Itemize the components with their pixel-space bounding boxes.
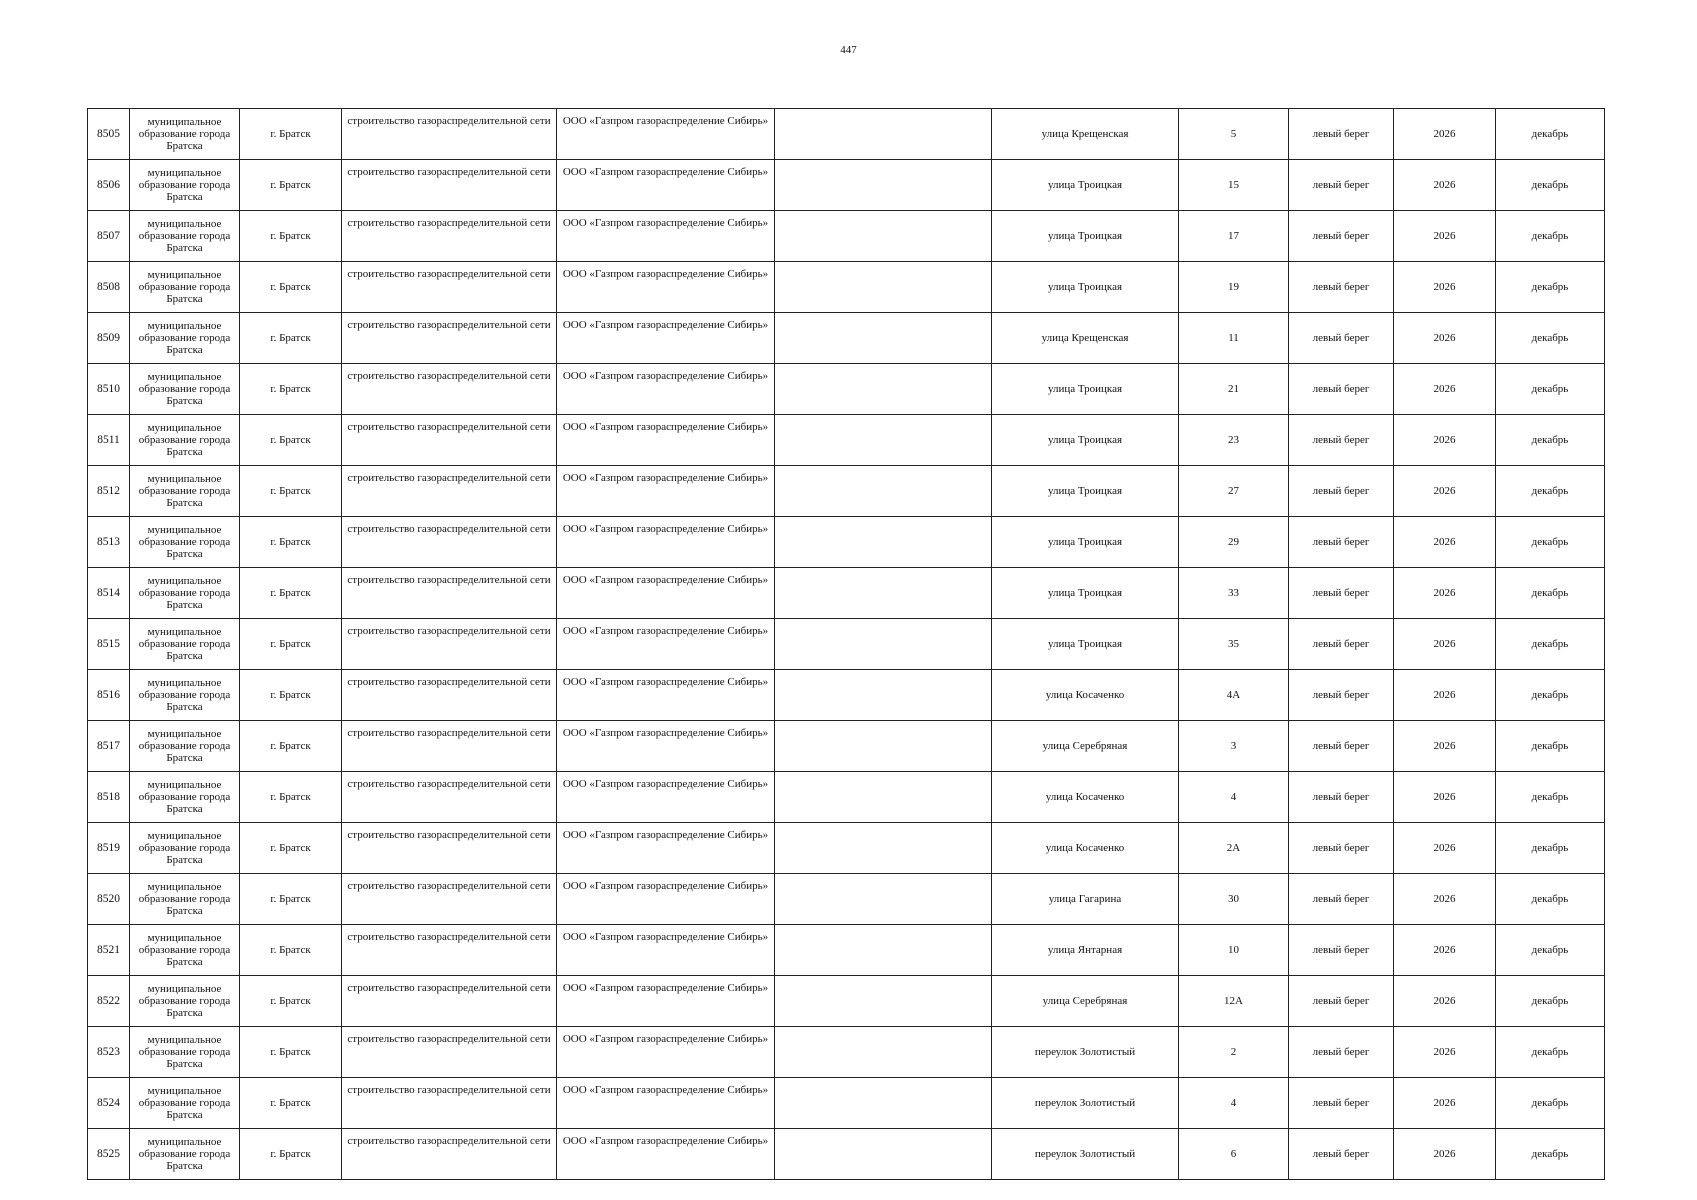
year-cell: 2026 <box>1394 415 1496 466</box>
house-number-cell: 23 <box>1179 415 1289 466</box>
row-number-cell: 8507 <box>88 211 130 262</box>
empty-cell <box>775 1078 992 1129</box>
work-type-cell: строительство газораспределительной сети <box>342 772 557 823</box>
organization-cell: ООО «Газпром газораспределение Сибирь» <box>557 1027 775 1078</box>
street-cell: улица Косаченко <box>992 772 1179 823</box>
street-cell: улица Троицкая <box>992 568 1179 619</box>
house-number-cell: 4 <box>1179 772 1289 823</box>
work-type-cell: строительство газораспределительной сети <box>342 925 557 976</box>
street-cell: улица Троицкая <box>992 466 1179 517</box>
month-cell: декабрь <box>1496 976 1605 1027</box>
municipality-cell: муниципальное образование города Братска <box>130 619 240 670</box>
house-number-cell: 21 <box>1179 364 1289 415</box>
table-row <box>88 466 1605 517</box>
row-number-cell: 8522 <box>88 976 130 1027</box>
row-number-cell: 8509 <box>88 313 130 364</box>
river-bank-cell: левый берег <box>1289 517 1394 568</box>
city-cell: г. Братск <box>240 619 342 670</box>
year-cell: 2026 <box>1394 1129 1496 1180</box>
table-row <box>88 1027 1605 1078</box>
table-row <box>88 211 1605 262</box>
row-number-cell: 8520 <box>88 874 130 925</box>
street-cell: улица Троицкая <box>992 619 1179 670</box>
city-cell: г. Братск <box>240 1078 342 1129</box>
table-row <box>88 976 1605 1027</box>
street-cell: улица Троицкая <box>992 160 1179 211</box>
municipality-cell: муниципальное образование города Братска <box>130 874 240 925</box>
page-number: 447 <box>840 44 857 56</box>
street-cell: переулок Золотистый <box>992 1027 1179 1078</box>
table-body <box>88 109 1605 1180</box>
city-cell: г. Братск <box>240 262 342 313</box>
gasification-table <box>87 108 1605 1180</box>
work-type-cell: строительство газораспределительной сети <box>342 160 557 211</box>
month-cell: декабрь <box>1496 874 1605 925</box>
house-number-cell: 33 <box>1179 568 1289 619</box>
house-number-cell: 2А <box>1179 823 1289 874</box>
municipality-cell: муниципальное образование города Братска <box>130 1027 240 1078</box>
table-row <box>88 160 1605 211</box>
river-bank-cell: левый берег <box>1289 1129 1394 1180</box>
organization-cell: ООО «Газпром газораспределение Сибирь» <box>557 1129 775 1180</box>
month-cell: декабрь <box>1496 823 1605 874</box>
house-number-cell: 17 <box>1179 211 1289 262</box>
municipality-cell: муниципальное образование города Братска <box>130 517 240 568</box>
empty-cell <box>775 517 992 568</box>
month-cell: декабрь <box>1496 415 1605 466</box>
river-bank-cell: левый берег <box>1289 568 1394 619</box>
year-cell: 2026 <box>1394 772 1496 823</box>
table-row <box>88 925 1605 976</box>
row-number-cell: 8519 <box>88 823 130 874</box>
organization-cell: ООО «Газпром газораспределение Сибирь» <box>557 211 775 262</box>
municipality-cell: муниципальное образование города Братска <box>130 313 240 364</box>
work-type-cell: строительство газораспределительной сети <box>342 517 557 568</box>
month-cell: декабрь <box>1496 466 1605 517</box>
organization-cell: ООО «Газпром газораспределение Сибирь» <box>557 568 775 619</box>
row-number-cell: 8513 <box>88 517 130 568</box>
street-cell: улица Серебряная <box>992 976 1179 1027</box>
month-cell: декабрь <box>1496 517 1605 568</box>
house-number-cell: 10 <box>1179 925 1289 976</box>
table-row <box>88 415 1605 466</box>
year-cell: 2026 <box>1394 262 1496 313</box>
municipality-cell: муниципальное образование города Братска <box>130 670 240 721</box>
municipality-cell: муниципальное образование города Братска <box>130 925 240 976</box>
empty-cell <box>775 1129 992 1180</box>
table-row <box>88 364 1605 415</box>
municipality-cell: муниципальное образование города Братска <box>130 160 240 211</box>
street-cell: улица Троицкая <box>992 415 1179 466</box>
organization-cell: ООО «Газпром газораспределение Сибирь» <box>557 517 775 568</box>
row-number-cell: 8506 <box>88 160 130 211</box>
work-type-cell: строительство газораспределительной сети <box>342 1129 557 1180</box>
organization-cell: ООО «Газпром газораспределение Сибирь» <box>557 772 775 823</box>
river-bank-cell: левый берег <box>1289 1078 1394 1129</box>
street-cell: улица Троицкая <box>992 364 1179 415</box>
year-cell: 2026 <box>1394 109 1496 160</box>
year-cell: 2026 <box>1394 619 1496 670</box>
municipality-cell: муниципальное образование города Братска <box>130 466 240 517</box>
work-type-cell: строительство газораспределительной сети <box>342 415 557 466</box>
month-cell: декабрь <box>1496 568 1605 619</box>
empty-cell <box>775 109 992 160</box>
street-cell: переулок Золотистый <box>992 1078 1179 1129</box>
empty-cell <box>775 1027 992 1078</box>
empty-cell <box>775 415 992 466</box>
row-number-cell: 8523 <box>88 1027 130 1078</box>
river-bank-cell: левый берег <box>1289 160 1394 211</box>
table-row <box>88 874 1605 925</box>
table-row <box>88 1078 1605 1129</box>
house-number-cell: 29 <box>1179 517 1289 568</box>
organization-cell: ООО «Газпром газораспределение Сибирь» <box>557 619 775 670</box>
row-number-cell: 8505 <box>88 109 130 160</box>
work-type-cell: строительство газораспределительной сети <box>342 211 557 262</box>
city-cell: г. Братск <box>240 925 342 976</box>
organization-cell: ООО «Газпром газораспределение Сибирь» <box>557 415 775 466</box>
city-cell: г. Братск <box>240 364 342 415</box>
table-row <box>88 823 1605 874</box>
work-type-cell: строительство газораспределительной сети <box>342 976 557 1027</box>
month-cell: декабрь <box>1496 772 1605 823</box>
empty-cell <box>775 313 992 364</box>
house-number-cell: 5 <box>1179 109 1289 160</box>
house-number-cell: 27 <box>1179 466 1289 517</box>
year-cell: 2026 <box>1394 364 1496 415</box>
city-cell: г. Братск <box>240 160 342 211</box>
empty-cell <box>775 568 992 619</box>
city-cell: г. Братск <box>240 466 342 517</box>
year-cell: 2026 <box>1394 874 1496 925</box>
row-number-cell: 8518 <box>88 772 130 823</box>
work-type-cell: строительство газораспределительной сети <box>342 670 557 721</box>
city-cell: г. Братск <box>240 1129 342 1180</box>
river-bank-cell: левый берег <box>1289 721 1394 772</box>
street-cell: улица Троицкая <box>992 517 1179 568</box>
house-number-cell: 12А <box>1179 976 1289 1027</box>
organization-cell: ООО «Газпром газораспределение Сибирь» <box>557 313 775 364</box>
year-cell: 2026 <box>1394 517 1496 568</box>
row-number-cell: 8510 <box>88 364 130 415</box>
organization-cell: ООО «Газпром газораспределение Сибирь» <box>557 466 775 517</box>
work-type-cell: строительство газораспределительной сети <box>342 619 557 670</box>
street-cell: улица Косаченко <box>992 823 1179 874</box>
house-number-cell: 4 <box>1179 1078 1289 1129</box>
work-type-cell: строительство газораспределительной сети <box>342 466 557 517</box>
table-row <box>88 262 1605 313</box>
house-number-cell: 30 <box>1179 874 1289 925</box>
river-bank-cell: левый берег <box>1289 262 1394 313</box>
organization-cell: ООО «Газпром газораспределение Сибирь» <box>557 1078 775 1129</box>
street-cell: улица Троицкая <box>992 262 1179 313</box>
work-type-cell: строительство газораспределительной сети <box>342 721 557 772</box>
street-cell: улица Гагарина <box>992 874 1179 925</box>
month-cell: декабрь <box>1496 211 1605 262</box>
month-cell: декабрь <box>1496 313 1605 364</box>
municipality-cell: муниципальное образование города Братска <box>130 1129 240 1180</box>
year-cell: 2026 <box>1394 568 1496 619</box>
row-number-cell: 8508 <box>88 262 130 313</box>
year-cell: 2026 <box>1394 721 1496 772</box>
river-bank-cell: левый берег <box>1289 670 1394 721</box>
table-row <box>88 517 1605 568</box>
municipality-cell: муниципальное образование города Братска <box>130 1078 240 1129</box>
municipality-cell: муниципальное образование города Братска <box>130 772 240 823</box>
row-number-cell: 8514 <box>88 568 130 619</box>
house-number-cell: 11 <box>1179 313 1289 364</box>
month-cell: декабрь <box>1496 364 1605 415</box>
table-row <box>88 1129 1605 1180</box>
municipality-cell: муниципальное образование города Братска <box>130 364 240 415</box>
month-cell: декабрь <box>1496 619 1605 670</box>
work-type-cell: строительство газораспределительной сети <box>342 1027 557 1078</box>
table-row <box>88 772 1605 823</box>
river-bank-cell: левый берег <box>1289 364 1394 415</box>
municipality-cell: муниципальное образование города Братска <box>130 109 240 160</box>
house-number-cell: 19 <box>1179 262 1289 313</box>
organization-cell: ООО «Газпром газораспределение Сибирь» <box>557 925 775 976</box>
organization-cell: ООО «Газпром газораспределение Сибирь» <box>557 670 775 721</box>
empty-cell <box>775 976 992 1027</box>
empty-cell <box>775 670 992 721</box>
organization-cell: ООО «Газпром газораспределение Сибирь» <box>557 976 775 1027</box>
year-cell: 2026 <box>1394 670 1496 721</box>
house-number-cell: 6 <box>1179 1129 1289 1180</box>
year-cell: 2026 <box>1394 160 1496 211</box>
river-bank-cell: левый берег <box>1289 466 1394 517</box>
house-number-cell: 2 <box>1179 1027 1289 1078</box>
city-cell: г. Братск <box>240 823 342 874</box>
city-cell: г. Братск <box>240 517 342 568</box>
month-cell: декабрь <box>1496 925 1605 976</box>
empty-cell <box>775 619 992 670</box>
empty-cell <box>775 211 992 262</box>
year-cell: 2026 <box>1394 466 1496 517</box>
river-bank-cell: левый берег <box>1289 1027 1394 1078</box>
street-cell: улица Крещенская <box>992 109 1179 160</box>
organization-cell: ООО «Газпром газораспределение Сибирь» <box>557 109 775 160</box>
table-row <box>88 109 1605 160</box>
month-cell: декабрь <box>1496 1078 1605 1129</box>
row-number-cell: 8515 <box>88 619 130 670</box>
city-cell: г. Братск <box>240 772 342 823</box>
work-type-cell: строительство газораспределительной сети <box>342 109 557 160</box>
river-bank-cell: левый берег <box>1289 211 1394 262</box>
street-cell: улица Янтарная <box>992 925 1179 976</box>
city-cell: г. Братск <box>240 313 342 364</box>
work-type-cell: строительство газораспределительной сети <box>342 262 557 313</box>
month-cell: декабрь <box>1496 1027 1605 1078</box>
year-cell: 2026 <box>1394 976 1496 1027</box>
empty-cell <box>775 466 992 517</box>
river-bank-cell: левый берег <box>1289 976 1394 1027</box>
river-bank-cell: левый берег <box>1289 415 1394 466</box>
city-cell: г. Братск <box>240 976 342 1027</box>
month-cell: декабрь <box>1496 262 1605 313</box>
house-number-cell: 4А <box>1179 670 1289 721</box>
house-number-cell: 35 <box>1179 619 1289 670</box>
city-cell: г. Братск <box>240 109 342 160</box>
municipality-cell: муниципальное образование города Братска <box>130 262 240 313</box>
city-cell: г. Братск <box>240 211 342 262</box>
organization-cell: ООО «Газпром газораспределение Сибирь» <box>557 364 775 415</box>
municipality-cell: муниципальное образование города Братска <box>130 415 240 466</box>
municipality-cell: муниципальное образование города Братска <box>130 721 240 772</box>
empty-cell <box>775 772 992 823</box>
row-number-cell: 8524 <box>88 1078 130 1129</box>
empty-cell <box>775 721 992 772</box>
empty-cell <box>775 160 992 211</box>
street-cell: улица Серебряная <box>992 721 1179 772</box>
month-cell: декабрь <box>1496 160 1605 211</box>
row-number-cell: 8511 <box>88 415 130 466</box>
work-type-cell: строительство газораспределительной сети <box>342 313 557 364</box>
work-type-cell: строительство газораспределительной сети <box>342 874 557 925</box>
work-type-cell: строительство газораспределительной сети <box>342 364 557 415</box>
empty-cell <box>775 364 992 415</box>
work-type-cell: строительство газораспределительной сети <box>342 568 557 619</box>
year-cell: 2026 <box>1394 925 1496 976</box>
organization-cell: ООО «Газпром газораспределение Сибирь» <box>557 160 775 211</box>
organization-cell: ООО «Газпром газораспределение Сибирь» <box>557 262 775 313</box>
empty-cell <box>775 823 992 874</box>
river-bank-cell: левый берег <box>1289 772 1394 823</box>
city-cell: г. Братск <box>240 415 342 466</box>
row-number-cell: 8521 <box>88 925 130 976</box>
row-number-cell: 8516 <box>88 670 130 721</box>
table-row <box>88 568 1605 619</box>
city-cell: г. Братск <box>240 1027 342 1078</box>
river-bank-cell: левый берег <box>1289 874 1394 925</box>
street-cell: улица Косаченко <box>992 670 1179 721</box>
year-cell: 2026 <box>1394 823 1496 874</box>
table-row <box>88 313 1605 364</box>
month-cell: декабрь <box>1496 1129 1605 1180</box>
table-row <box>88 670 1605 721</box>
city-cell: г. Братск <box>240 874 342 925</box>
municipality-cell: муниципальное образование города Братска <box>130 976 240 1027</box>
street-cell: переулок Золотистый <box>992 1129 1179 1180</box>
street-cell: улица Крещенская <box>992 313 1179 364</box>
river-bank-cell: левый берег <box>1289 823 1394 874</box>
city-cell: г. Братск <box>240 568 342 619</box>
house-number-cell: 3 <box>1179 721 1289 772</box>
river-bank-cell: левый берег <box>1289 619 1394 670</box>
empty-cell <box>775 262 992 313</box>
river-bank-cell: левый берег <box>1289 109 1394 160</box>
row-number-cell: 8517 <box>88 721 130 772</box>
city-cell: г. Братск <box>240 670 342 721</box>
year-cell: 2026 <box>1394 211 1496 262</box>
city-cell: г. Братск <box>240 721 342 772</box>
work-type-cell: строительство газораспределительной сети <box>342 823 557 874</box>
river-bank-cell: левый берег <box>1289 925 1394 976</box>
organization-cell: ООО «Газпром газораспределение Сибирь» <box>557 721 775 772</box>
month-cell: декабрь <box>1496 721 1605 772</box>
year-cell: 2026 <box>1394 1078 1496 1129</box>
table-row <box>88 619 1605 670</box>
municipality-cell: муниципальное образование города Братска <box>130 823 240 874</box>
house-number-cell: 15 <box>1179 160 1289 211</box>
empty-cell <box>775 874 992 925</box>
month-cell: декабрь <box>1496 670 1605 721</box>
year-cell: 2026 <box>1394 313 1496 364</box>
organization-cell: ООО «Газпром газораспределение Сибирь» <box>557 874 775 925</box>
row-number-cell: 8512 <box>88 466 130 517</box>
table-row <box>88 721 1605 772</box>
empty-cell <box>775 925 992 976</box>
year-cell: 2026 <box>1394 1027 1496 1078</box>
month-cell: декабрь <box>1496 109 1605 160</box>
organization-cell: ООО «Газпром газораспределение Сибирь» <box>557 823 775 874</box>
row-number-cell: 8525 <box>88 1129 130 1180</box>
street-cell: улица Троицкая <box>992 211 1179 262</box>
municipality-cell: муниципальное образование города Братска <box>130 568 240 619</box>
work-type-cell: строительство газораспределительной сети <box>342 1078 557 1129</box>
municipality-cell: муниципальное образование города Братска <box>130 211 240 262</box>
river-bank-cell: левый берег <box>1289 313 1394 364</box>
